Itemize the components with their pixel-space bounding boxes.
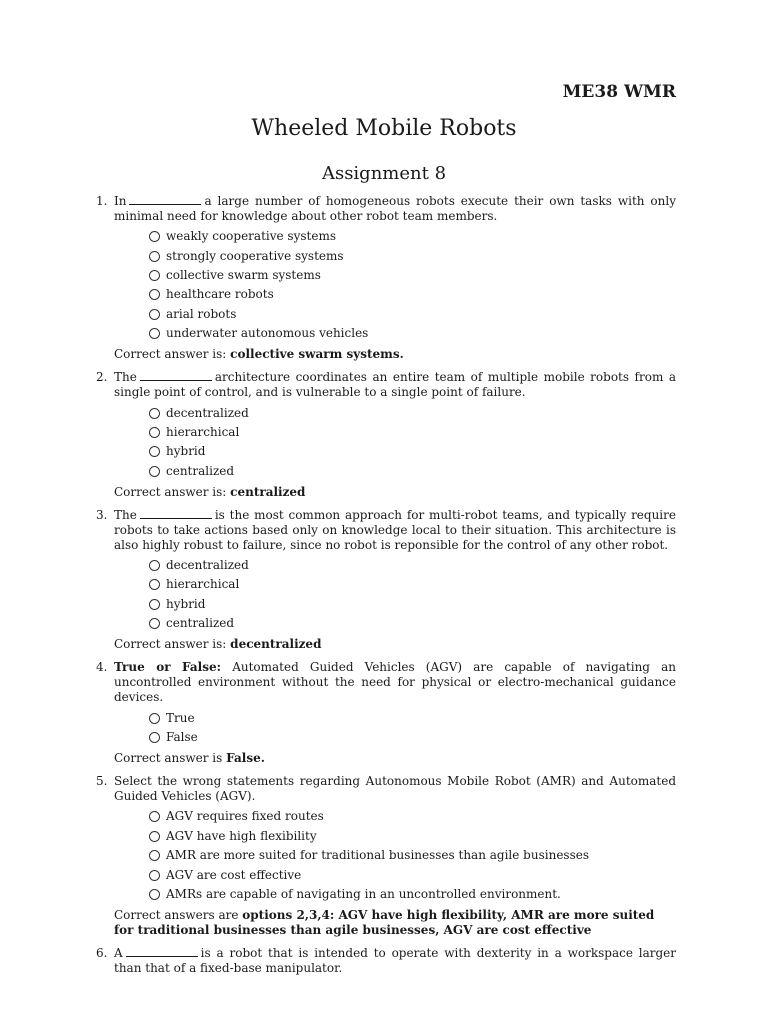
option[interactable] (149, 423, 676, 442)
radio-button[interactable] (149, 427, 160, 438)
option[interactable] (149, 846, 676, 865)
option-label: hybrid (166, 444, 206, 459)
option-label: hierarchical (166, 424, 240, 439)
radio-button[interactable] (149, 289, 160, 300)
options-list (114, 227, 676, 343)
question-number: 3. (96, 507, 108, 522)
answer-blank (129, 194, 201, 205)
option-label: decentralized (166, 405, 249, 420)
radio-button[interactable] (149, 732, 160, 743)
question-stem: In a large number of homogeneous robots execute their own tasks with only minimal need for knowledge about other robot team members. (114, 194, 676, 223)
option-label: AGV requires fixed routes (166, 809, 324, 824)
option[interactable] (149, 595, 676, 614)
answer-blank (140, 508, 212, 519)
options-list (114, 556, 676, 634)
option[interactable] (149, 885, 676, 904)
question-1 (96, 194, 676, 362)
radio-button[interactable] (149, 889, 160, 900)
option-label: underwater autonomous vehicles (166, 326, 369, 341)
radio-button[interactable] (149, 231, 160, 242)
correct-answer: Correct answer is False. (114, 751, 265, 766)
question-4 (96, 660, 676, 766)
option-label: healthcare robots (166, 287, 274, 302)
option-label: AMR are more suited for traditional businesses than agile businesses (166, 848, 589, 863)
radio-button[interactable] (149, 831, 160, 842)
option[interactable] (149, 227, 676, 246)
option[interactable] (149, 285, 676, 304)
answer-blank (140, 370, 212, 381)
option[interactable] (149, 827, 676, 846)
question-number: 2. (96, 370, 108, 385)
radio-button[interactable] (149, 309, 160, 320)
question-5 (96, 774, 676, 938)
option-label: weakly cooperative systems (166, 229, 336, 244)
option-label: True (166, 710, 195, 725)
option[interactable] (149, 614, 676, 633)
question-2 (96, 370, 676, 500)
radio-button[interactable] (149, 560, 160, 571)
question-number: 6. (96, 946, 108, 961)
page-title: Wheeled Mobile Robots (251, 116, 517, 141)
radio-button[interactable] (149, 408, 160, 419)
answer-blank (126, 946, 198, 957)
question-stem: True or False: Automated Guided Vehicles (AGV) are capable of navigating an uncontrolled environment without the need for physical or electro-mechanical guidance devices. (114, 660, 676, 705)
question-number: 5. (96, 774, 108, 789)
option[interactable] (149, 728, 676, 747)
course-code: ME38 WMR (562, 82, 676, 102)
correct-answer: Correct answer is: centralized (114, 484, 306, 499)
option[interactable] (149, 575, 676, 594)
correct-answer: Correct answer is: decentralized (114, 637, 322, 652)
options-list (114, 403, 676, 481)
option[interactable] (149, 305, 676, 324)
radio-button[interactable] (149, 713, 160, 724)
question-stem: A is a robot that is intended to operate with dexterity in a workspace larger than that of a fixed-base manipulator. (114, 946, 676, 976)
option[interactable] (149, 462, 676, 481)
radio-button[interactable] (149, 446, 160, 457)
option-label: collective swarm systems (166, 267, 321, 282)
radio-button[interactable] (149, 618, 160, 629)
option-label: centralized (166, 463, 235, 478)
option-label: strongly cooperative systems (166, 248, 344, 263)
option[interactable] (149, 708, 676, 727)
option[interactable] (149, 246, 676, 265)
question-list (96, 194, 676, 984)
option[interactable] (149, 403, 676, 422)
option-label: False (166, 730, 198, 745)
option-label: decentralized (166, 558, 249, 573)
question-stem: The is the most common approach for multi-robot teams, and typically require robots to take actions based only on knowledge local to their situation. This architecture is also highly robust to failure, since no robot is reponsible for the control of any other robot. (114, 507, 676, 552)
option-label: hybrid (166, 596, 206, 611)
question-number: 1. (96, 194, 108, 208)
option-label: centralized (166, 616, 235, 631)
radio-button[interactable] (149, 270, 160, 281)
question-6 (96, 946, 676, 976)
option-label: AMRs are capable of navigating in an uncontrolled environment. (166, 887, 561, 901)
assignment-title: Assignment 8 (321, 163, 447, 184)
option-label: arial robots (166, 306, 237, 321)
correct-answer: Correct answers are options 2,3,4: AGV have high flexibility, AMR are more suited for traditional businesses than agile businesses, AGV are cost effective (114, 908, 655, 938)
radio-button[interactable] (149, 466, 160, 477)
option[interactable] (149, 324, 676, 343)
radio-button[interactable] (149, 251, 160, 262)
option-label: hierarchical (166, 577, 240, 592)
radio-button[interactable] (149, 328, 160, 339)
radio-button[interactable] (149, 870, 160, 881)
radio-button[interactable] (149, 811, 160, 822)
radio-button[interactable] (149, 850, 160, 861)
option[interactable] (149, 556, 676, 575)
radio-button[interactable] (149, 599, 160, 610)
option[interactable] (149, 442, 676, 461)
question-number: 4. (96, 660, 108, 675)
radio-button[interactable] (149, 579, 160, 590)
question-3 (96, 508, 676, 653)
options-list (114, 708, 676, 747)
option-label: AGV are cost effective (166, 867, 302, 882)
options-list (114, 807, 676, 904)
option[interactable] (149, 266, 676, 285)
question-stem: The architecture coordinates an entire team of multiple mobile robots from a single point of control, and is vulnerable to a single point of failure. (114, 370, 676, 400)
correct-answer: Correct answer is: collective swarm systems. (114, 347, 404, 362)
option-label: AGV have high flexibility (166, 828, 317, 843)
question-stem: Select the wrong statements regarding Autonomous Mobile Robot (AMR) and Automated Guided Vehicles (AGV). (114, 774, 676, 804)
option[interactable] (149, 865, 676, 884)
option[interactable] (149, 807, 676, 826)
